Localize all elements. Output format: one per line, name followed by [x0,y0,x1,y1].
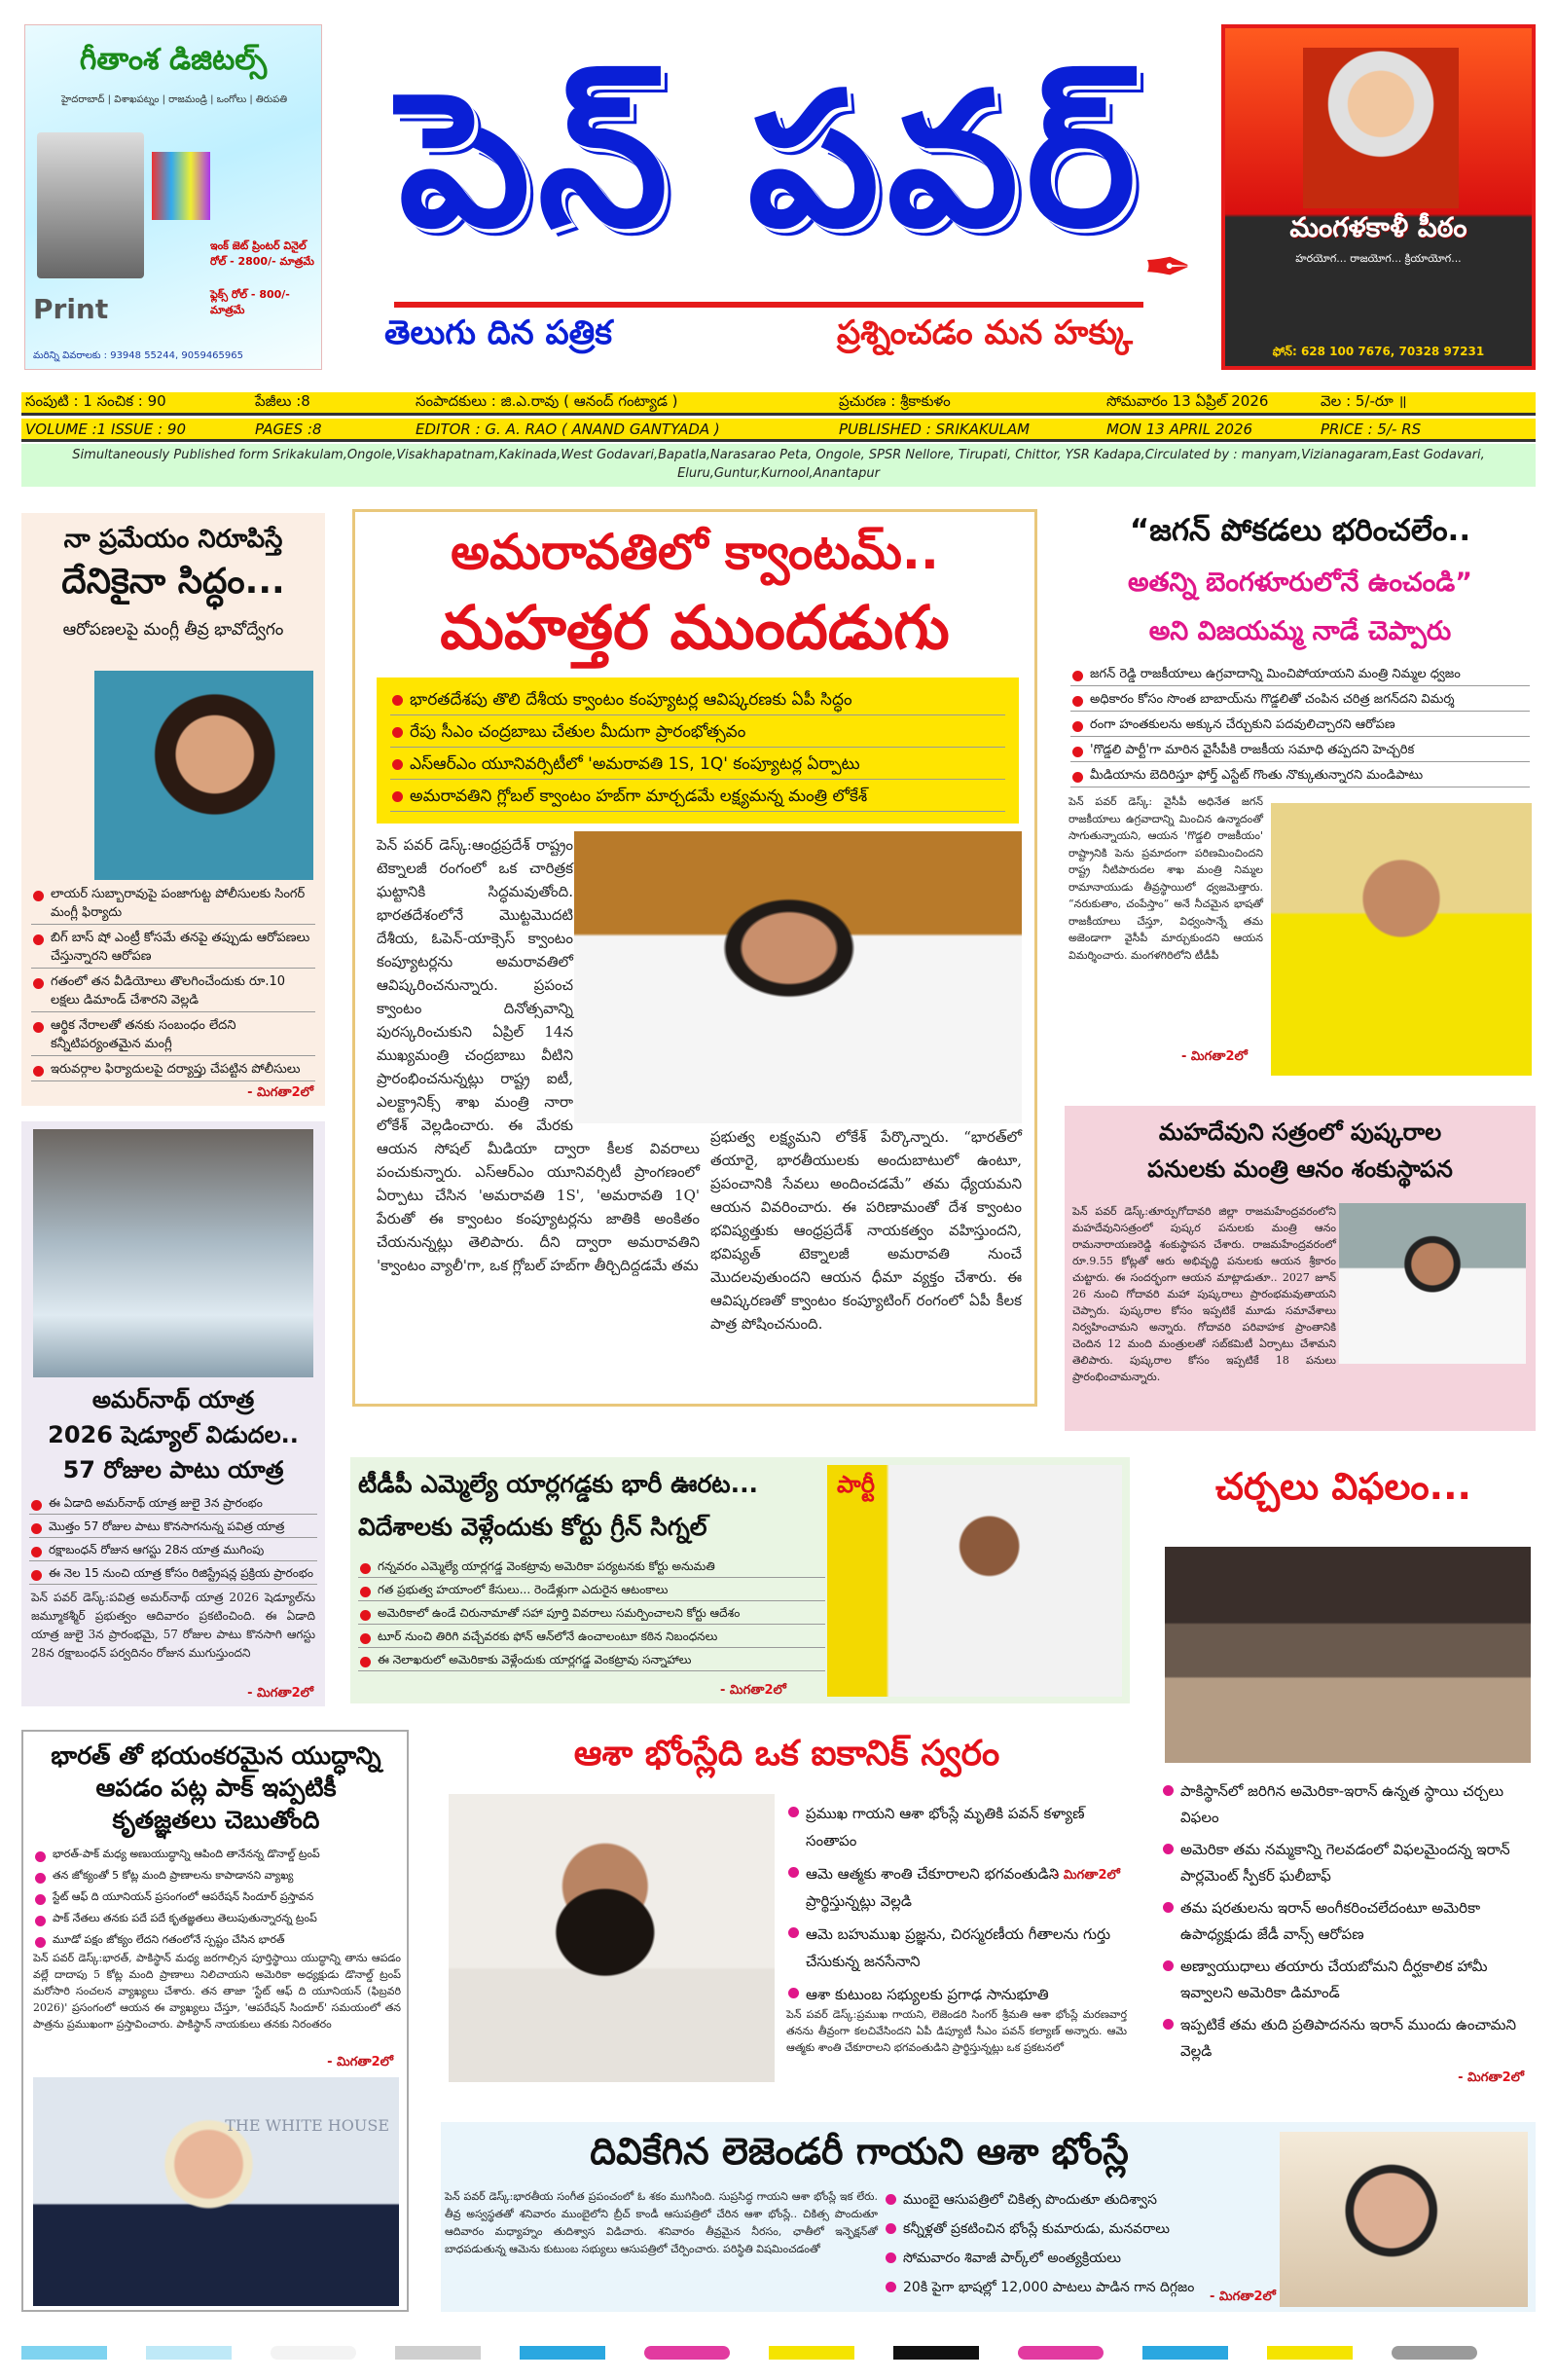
continued-link[interactable]: - మిగతా2లో [247,1085,313,1100]
story-amarnath[interactable] [21,1121,325,1706]
bullet-item: 'గొడ్డలి పార్టీ'గా మారిన వైసీపీకి రాజకీయ సమాధి తప్పదని హెచ్చరిక [1070,741,1530,762]
bullet-item: మొత్తం 57 రోజుల పాటు కొనసాగనున్న పవిత్ర యాత్ర [29,1519,317,1538]
ad-title: గీతాంశ డిజిటల్స్ [79,43,268,77]
subheadline: ఆరోపణలపై మంగ్లీ తీవ్ర భావోద్వేగం [62,620,284,640]
ice-lingam-photo [33,1129,313,1377]
bullet-item: ఇరువర్గాల ఫిర్యాదులపై దర్యాప్తు చేపట్టిన పోలీసులు [31,1060,315,1081]
pages: పేజీలు :8 [255,391,310,410]
bullet-item: ఆమె బహుముఖ ప్రజ్ఞను, చిరస్మరణీయ గీతాలను గుర్తు చేసుకున్న జనసేనాని [786,1921,1127,1977]
registration-swatch [1018,2346,1104,2360]
lead-story-quantum[interactable] [352,509,1037,1407]
asha-bhosle-photo [1280,2132,1528,2307]
trump-photo [33,2077,399,2306]
bullet-item: తమ షరతులను ఇరాన్ అంగీకరించలేదంటూ అమెరికా ఉపాధ్యక్షుడు జేడీ వాన్స్ ఆరోపణ [1161,1895,1531,1950]
bullet-item: పాక్ నేతలు తనకు పదే పదే కృతజ్ఞతలు తెలుపుతున్నారన్న ట్రంప్ [33,1911,403,1928]
bullet-list [31,885,315,1085]
bullet-item: గన్నవరం ఎమ్మెల్యే యార్లగడ్డ వెంకట్రావు అమెరికా పర్యటనకు కోర్టు అనుమతి [358,1558,825,1578]
headline: అతన్ని బెంగళూరులోనే ఉంచండి” [1127,568,1473,598]
date: సోమవారం 13 ఏప్రిల్ 2026 [1106,391,1269,410]
advertisement-peetham [1221,24,1536,370]
bullet-list [33,1847,403,1954]
bullet-item: తన జోక్యంతో 5 కోట్ల మంది ప్రాణాలను కాపాడానని వ్యాఖ్య [33,1868,403,1886]
bullet-item: సోమవారం శివాజీ పార్క్‌లో అంత్యక్రియలు [884,2247,1273,2272]
bullet-item: మీడియాను బెదిరిస్తూ ఫోర్త్ ఎస్టేట్ గొంతు నొక్కుతున్నారని మండిపాటు [1070,766,1530,787]
continued-link[interactable]: - మిగతా2లో [1458,2070,1524,2085]
headline: మహత్తర ముందడుగు [440,592,950,663]
pawan-kalyan-photo [449,1794,775,2082]
headline: దేనికైనా సిద్ధం... [61,562,285,602]
story-trump[interactable] [21,1730,409,2312]
story-mahadev[interactable] [1065,1106,1536,1431]
bullet-item: రేపు సీఎం చంద్రబాబు చేతుల మీదుగా ప్రారంభోత్సవం [390,719,1005,748]
bullet-list [29,1495,317,1589]
bullet-item: మూడో పక్షం జోక్యం లేదని గతంలోనే స్పష్టం చేసిన భారత్ [33,1932,403,1950]
price: వెల : 5/-రూ ॥ [1321,391,1407,410]
headline: “జగన్ పోకడలు భరించలేం.. [1129,513,1471,548]
article-body: పెన్ పవర్ డెస్క్: వైసీపీ అధినేత జగన్ రాజకీయాలు ఉగ్రవాదాన్ని మించిన ఉన్మాదంతో సాగుతున్నాయని, ఆయన 'గొడ్డలి రాజకీయం' రాష్ట్రానికి పెను ప్రమాదంగా పరిణమించిందని రాష్ట్ర నీటిపారుదల శాఖ మంత్రి నిమ్మల రామానాయుడు తీవ్రస్థాయిలో ధ్వజమెత్తారు. “నరుకుతాం, చంపేస్తాం” అనే నీచమైన భాషతో రాజకీయాలు చేస్తూ, విధ్వంసాన్నే తమ అజెండాగా వైసీపీ మార్చుకుందని ఆయన విమర్శించారు. మంగళగిరిలోని టీడీపీ [1068,795,1263,962]
headline: దివికేగిన లెజెండరీ గాయని ఆశా భోంస్లే [590,2130,1129,2173]
info-bar-english [21,419,1536,442]
continued-link[interactable]: - మిగతా2లో [327,2055,393,2069]
pages: PAGES :8 [255,420,322,438]
headline: భారత్ తో భయంకరమైన యుద్ధాన్ని ఆపడం పట్ల పాక్ ఇప్పటికీ కృతజ్ఞతలు చెబుతోంది [51,1741,381,1834]
ink-bottles-image [152,152,210,220]
registration-swatch [146,2346,232,2360]
continued-link[interactable]: - మిగతా2లో [1210,2289,1276,2304]
story-legendary-singer[interactable] [441,2122,1536,2312]
ad-brand-logo: Print [33,293,109,325]
bullet-item: అమెరికా తమ నమ్మకాన్ని గెలవడంలో విఫలమైందన్న ఇరాన్ పార్లమెంట్ స్పీకర్ ఘలీబాఫ్ [1161,1837,1531,1891]
bullet-item: ముంబై ఆసుపత్రిలో చికిత్స పొందుతూ తుదిశ్వాస [884,2188,1273,2214]
volume-issue: సంపుటి : 1 సంచిక : 90 [25,391,166,410]
bullet-item: ఈ ఏడాది అమర్‌నాథ్ యాత్ర జులై 3న ప్రారంభం [29,1495,317,1515]
bullet-item: ఇప్పటికే తమ తుది ప్రతిపాదనను ఇరాన్ ముందు ఉంచామని వెల్లడి [1161,2012,1531,2067]
bullet-item: అమరావతిని గ్లోబల్ క్వాంటం హబ్‌గా మార్చడమే లక్ష్యమన్న మంత్రి లోకేశ్ [390,784,1005,812]
headline: అని విజయమ్మ నాడే చెప్పారు [1148,616,1452,646]
article-body: పెన్ పవర్ డెస్క్:భారత్, పాకిస్థాన్ మధ్య జరగాల్సిన పూర్తిస్థాయి యుద్ధాన్ని తాను ఆపడం వల్లే దాదాపు 5 కోట్ల మంది ప్రాణాలు నిలిచాయని అమెరికా అధ్యక్షుడు డొనాల్డ్ ట్రంప్ మరోసారి సంచలన వ్యాఖ్యలు చేశారు. తన తాజా 'స్టేట్ ఆఫ్ ది యూనియన్ (ఫిబ్రవరి 2026)' ప్రసంగంలో ఆయన ఈ వ్యాఖ్యలు చేస్తూ, 'ఆపరేషన్ సిందూర్' సమయంలో తన పాత్రను ప్రముఖంగా ప్రస్తావించారు. పాకిస్థాన్ నాయకులు తనకు నిరంతరం [33,1952,401,2031]
ad-cities: హైదరాబాద్ | విశాఖపట్నం | రాజమండ్రి | ఒంగోలు | తిరుపతి [60,94,288,105]
headline: అమరావతిలో క్వాంటమ్.. [451,524,939,580]
published-place: PUBLISHED : SRIKAKULAM [839,420,1031,438]
photo-caption: THE WHITE HOUSE [225,2116,389,2135]
bullet-list [358,1558,825,1675]
registration-color-strip [21,2346,1536,2360]
bullet-item: అధికారం కోసం సొంత బాబాయ్‌ను గొడ్డలితో చంపిన చరిత్ర జగన్‌దని విమర్శ [1070,690,1530,712]
story-jagan[interactable] [1065,509,1536,1087]
ad-title: మంగళకాళీ పీఠం [1289,211,1467,243]
registration-swatch [395,2346,481,2360]
bullet-item: జగన్ రెడ్డి రాజకీయాలు ఉగ్రవాదాన్ని మించిపోయాయని మంత్రి నిమ్మల ధ్వజం [1070,665,1530,686]
registration-swatch [1392,2346,1477,2360]
ad-contact: మరిన్ని వివరాలకు : 93948 55244, 9059465965 [33,350,243,361]
registration-swatch [1267,2346,1353,2360]
lokesh-photo [574,831,1022,1123]
headline: ఆశా భోంస్లేది ఒక ఐకానిక్ స్వరం [573,1734,1000,1774]
registration-swatch [893,2346,979,2360]
article-body: ప్రభుత్వ లక్ష్యమని లోకేశ్ పేర్కొన్నారు. “భారత్‌లో తయారై, భారతీయులకు అందుబాటులో ఉంటూ, ప్రపంచానికి సేవలు అందించడమే” తమ ధ్యేయమని ఆయన వివరించారు. ఈ పరిణామంతో దేశ క్వాంటం భవిష్యత్తుకు ఆంధ్రప్రదేశ్ నాయకత్వం వహిస్తుందని, భవిష్యత్ టెక్నాలజీ అమరావతి నుంచే మొదలవుతుందని ఆయన ధీమా వ్యక్తం చేశారు. ఈ ఆవిష్కరణతో క్వాంటం కంప్యూటింగ్ రంగంలో ఏపీ కీలక పాత్ర పోషించనుంది. [710,1128,1022,1333]
story-yarlagadda[interactable] [350,1457,1130,1703]
newspaper-logo: పెన్ పవర్ [398,53,1144,268]
logo-underline [394,302,1143,308]
story-talks-failed[interactable] [1151,1457,1536,2095]
bullet-item: ఆమె ఆత్మకు శాంతి చేకూరాలని భగవంతుడిని ప్రార్థిస్తున్నట్లు వెల్లడి [786,1860,1127,1917]
article-body: పెన్ పవర్ డెస్క్:పవిత్ర అమర్‌నాథ్ యాత్ర 2026 షెడ్యూల్‌ను జమ్మూకశ్మీర్ ప్రభుత్వం ఆదివారం ప్రకటించింది. ఈ ఏడాది యాత్ర జులై 3న ప్రారంభమై, 57 రోజుల పాటు కొనసాగి ఆగస్టు 28న రక్షాబంధన్ పర్వదినం రోజున ముగుస్తుందని [31,1591,315,1660]
article-body: పెన్ పవర్ డెస్క్:ఆంధ్రప్రదేశ్ రాష్ట్రం టెక్నాలజీ రంగంలో ఒక చారిత్రక ఘట్టానికి సిద్ధమవుతోంది. భారతదేశంలోనే మొట్టమొదటి దేశీయ, ఓపెన్-యాక్సెస్ క్వాంటం కంప్యూటర్లను అమరావతిలో ఆవిష్కరించనున్నారు. ప్రపంచ క్వాంటం దినోత్సవాన్ని పురస్కరించుకుని ఏప్రిల్ 14న ముఖ్యమంత్రి చంద్రబాబు వీటిని ప్రారంభించనున్నట్లు రాష్ట్ర ఐటీ, ఎలక్ట్రానిక్స్ శాఖ మంత్రి నారా లోకేశ్ వెల్లడించారు. ఈ మేరకు ఆయన సోషల్ మీడియా ద్వారా కీలక వివరాలు పంచుకున్నారు. ఎస్ఆర్ఎం యూనివర్సిటీ ప్రాంగణంలో ఏర్పాటు చేసిన 'అమరావతి 1S', 'అమరావతి 1Q' పేరుతో ఈ క్వాంటం కంప్యూటర్లను జాతికి అంకితం చేయనున్నట్లు తెలిపారు. దీని ద్వారా అమరావతిని 'క్వాంటం వ్యాలీ'గా, ఒక గ్లోబల్ హబ్‌గా తీర్చిదిద్దడమే తమ [377,836,700,1274]
bullet-item: లాయర్ సుబ్బారావుపై పంజాగుట్ట పోలీసులకు సింగర్ మంగ్లీ ఫిర్యాదు [31,885,315,925]
photo-label: పార్టీ [837,1471,875,1498]
bullet-item: ఈ నెలాఖరులో అమెరికాకు వెళ్లేందుకు యార్లగడ్డ వెంకట్రావు సన్నాహాలు [358,1652,825,1671]
story-iconic-voice[interactable] [441,1730,1133,2100]
headline: నా ప్రమేయం నిరూపిస్తే [63,525,283,554]
bullet-item: భారతదేశపు తొలి దేశీయ క్వాంటం కంప్యూటర్ల ఆవిష్కరణకు ఏపీ సిద్ధం [390,687,1005,715]
continued-link[interactable]: - మిగతా2లో [1181,1049,1248,1064]
price: PRICE : 5/- RS [1321,420,1422,438]
ad-subtitle: హరయోగ... రాజయోగ... క్రియాయోగ... [1295,252,1462,265]
anam-photo [1339,1203,1526,1364]
bullet-list [1161,1778,1531,2070]
bullet-item: ఆర్థిక నేరాలతో తనకు సంబంధం లేదని కన్నీటిపర్యంతమైన మంగ్లీ [31,1016,315,1056]
editor: సంపాదకులు : జి.ఎ.రావు ( ఆనంద్ గంట్యాడ ) [416,391,678,410]
conference-hall-photo [1165,1547,1531,1763]
mangli-photo [94,671,313,880]
registration-swatch [271,2346,356,2360]
bullet-item: 20కి పైగా భాషల్లో 12,000 పాటలు పాడిన గాన దిగ్గజం [884,2276,1273,2301]
headline: అమర్‌నాథ్ యాత్ర 2026 షెడ్యూల్ విడుదల.. 57 రోజుల పాటు యాత్ర [48,1386,299,1483]
headline: మహదేవుని సత్రంలో పుష్కరాల పనులకు మంత్రి ఆనం శంకుస్థాపన [1147,1118,1453,1183]
bullet-item: గత ప్రభుత్వ హయాంలో కేసులు... రెండేళ్లుగా ఎదురైన ఆటంకాలు [358,1582,825,1601]
bullet-item: పాకిస్థాన్‌లో జరిగిన అమెరికా-ఇరాన్ ఉన్నత స్థాయి చర్చలు విఫలం [1161,1778,1531,1833]
bullet-item: అమెరికాలో ఉండే చిరునామాతో సహా పూర్తి వివరాలు సమర్పించాలని కోర్టు ఆదేశం [358,1605,825,1625]
bullet-item: స్టేట్ ఆఫ్ ది యూనియన్ ప్రసంగంలో ఆపరేషన్ సిందూర్ ప్రస్తావన [33,1889,403,1907]
headline: చర్చలు విఫలం... [1215,1465,1471,1508]
bullet-item: భారత్-పాక్ మధ్య అణుయుద్ధాన్ని ఆపింది తానేనన్న డొనాల్డ్ ట్రంప్ [33,1847,403,1864]
ad-contact: ఫోన్: 628 100 7676, 70328 97231 [1272,345,1485,358]
bullet-item: బిగ్ బాస్ షో ఎంట్రీ కోసమే తనపై తప్పుడు ఆరోపణలు చేస్తున్నారని ఆరోపణ [31,929,315,969]
bullet-list [884,2188,1273,2305]
advertisement-printing [24,24,322,370]
continued-link[interactable]: - మిగతా2లో [720,1683,786,1698]
registration-swatch [1142,2346,1228,2360]
bullet-item: గతంలో తన వీడియోలు తొలగించేందుకు రూ.10 లక్షలు డిమాండ్ చేశారని వెల్లడి [31,972,315,1012]
bullet-list [1070,665,1530,791]
info-bar-telugu [21,392,1536,416]
registration-swatch [21,2346,107,2360]
bullet-item: ఈ నెల 15 నుంచి యాత్ర కోసం రిజిస్ట్రేషన్ల ప్రక్రియ ప్రారంభం [29,1565,317,1585]
bullet-item: ఎస్ఆర్ఎం యూనివర్సిటీలో 'అమరావతి 1S, 1Q' కంప్యూటర్ల ఏర్పాటు [390,751,1005,780]
volume-issue: VOLUME :1 ISSUE : 90 [25,420,187,438]
article-body: పెన్ పవర్ డెస్క్:తూర్పుగోదావరి జిల్లా రాజమహేంద్రవరంలోని మహదేవునిసత్రంలో పుష్కర పనులకు మంత్రి ఆనం రామనారాయణరెడ్డి శంకుస్థాపన చేశారు. రాజమహేంద్రవరంలో రూ.9.55 కోట్లతో ఆరు అభివృద్ధి పనులకు ఆయన శ్రీకారం చుట్టారు. ఈ సందర్భంగా ఆయన మాట్లాడుతూ.. 2027 జూన్ 26 నుంచి గోదావరి మహా పుష్కరాలు ప్రారంభమవుతాయని చెప్పారు. పుష్కరాల కోసం ఇప్పటికే మూడు సమావేశాలు నిర్వహించామని అన్నారు. గోదావరి పరివాహక ప్రాంతానికి చెందిన 12 మంది మంత్రులతో సబ్‌కమిటీ ఏర్పాటు చేశామని తెలిపారు. పుష్కరాల కోసం ఇప్పటికే 18 పనులు ప్రారంభించామన్నారు. [1072,1205,1336,1383]
tagline-telugu-daily: తెలుగు దిన పత్రిక [384,313,612,352]
article-body: పెన్ పవర్ డెస్క్:భారతీయ సంగీత ప్రపంచంలో ఓ శకం ముగిసింది. సుప్రసిద్ధ గాయని ఆశా భోంస్లే ఇక లేరు. తీవ్ర అస్వస్థతతో శనివారం ముంబైలోని బ్రీచ్ కాండీ ఆసుపత్రిలో చేరిన ఆశా భోంస్లే.. చికిత్స పొందుతూ ఆదివారం మధ్యాహ్నం తుదిశ్వాస విడిచారు. శనివారం తీవ్రమైన నీరసం, ఛాతీలో ఇన్ఫెక్షన్‌తో బాధపడుతున్న ఆమెను కుటుంబ సభ్యులు ఆసుపత్రిలో చేర్పించారు. పరిస్థితి విషమించడంతో [445,2190,878,2255]
bullet-item: ఆశా కుటుంబ సభ్యులకు ప్రగాఢ సానుభూతి [786,1981,1127,2010]
continued-link[interactable]: - మిగతా2లో [1054,1868,1120,1883]
published-place: ప్రచురణ : శ్రీకాకుళం [839,391,951,410]
printer-image [37,132,144,278]
registration-swatch [769,2346,854,2360]
circulation-note: Simultaneously Published form Srikakulam,Ongole,Visakhapatnam,Kakinada,West Godavari,Bapatla,Narasarao Peta, Ongole, SPSR Nellore, Tirupati, Chittor, YSR Kadapa,Circulated by : manyam,Vizianagaram,East Godavari, Eluru,Guntur,Kurnool,Anantapur [21,444,1536,487]
bullet-item: రంగా హంతకులను అక్కున చేర్చుకుని పదవులిచ్చారని ఆరోపణ [1070,715,1530,737]
continued-link[interactable]: - మిగతా2లో [247,1686,313,1701]
editor: EDITOR : G. A. RAO ( ANAND GANTYADA ) [416,420,720,438]
nimmala-photo [1271,803,1532,1076]
yarlagadda-photo [827,1465,1122,1697]
article-body: పెన్ పవర్ డెస్క్:ప్రముఖ గాయని, లెజెండరి సింగర్ శ్రీమతి ఆశా భోంస్లే మరణవార్త తనను తీవ్రంగా కలచివేసిందని ఏపీ డిప్యూటీ సీఎం పవన్ కల్యాణ్ అన్నారు. ఆమె ఆత్మకు శాంతి చేకూరాలని భగవంతుడిని ప్రార్థిస్తున్నట్లు ఒక ప్రకటనలో [786,2008,1127,2054]
pen-icon: ✒ [1143,234,1193,302]
story-mangli[interactable] [21,513,325,1106]
headline: టీడీపీ ఎమ్మెల్యే యార్లగడ్డకు భారీ ఊరట... విదేశాలకు వెళ్లేందుకు కోర్టు గ్రీన్ సిగ్నల్ [358,1470,759,1541]
ad-offer: ఇంక్ జెట్ ప్రింటర్ వినైల్ రోల్ - 2800/- మాత్రమే [210,239,314,268]
tagline-slogan: ప్రశ్నించడం మన హక్కు [837,313,1133,352]
highlights-box [377,677,1019,824]
bullet-item: రక్షాబంధన్ రోజున ఆగస్టు 28న యాత్ర ముగింపు [29,1542,317,1561]
bullet-item: ప్రముఖ గాయని ఆశా భోంస్లే మృతికి పవన్ కళ్యాణ్ సంతాపం [786,1800,1127,1856]
bullet-item: అణ్వాయుధాలు తయారు చేయబోమని దీర్ఘకాలిక హామీ ఇవ్వాలని అమెరికా డిమాండ్ [1161,1954,1531,2008]
ad-offer: ఫ్లెక్స్ రోల్ - 800/- మాత్రమే [210,288,290,316]
bullet-item: టూర్ నుంచి తిరిగి వచ్చేవరకు ఫోన్ ఆన్‌లోనే ఉంచాలంటూ కఠిన నిబంధనలు [358,1629,825,1648]
date: MON 13 APRIL 2026 [1106,420,1253,438]
bullet-list [786,1800,1127,2014]
bullet-item: కన్నీళ్లతో ప్రకటించిన భోంస్లే కుమారుడు, మనవరాలు [884,2217,1273,2243]
registration-swatch [644,2346,730,2360]
swami-photo [1303,48,1459,208]
bullet-list [390,687,1005,812]
registration-swatch [520,2346,605,2360]
